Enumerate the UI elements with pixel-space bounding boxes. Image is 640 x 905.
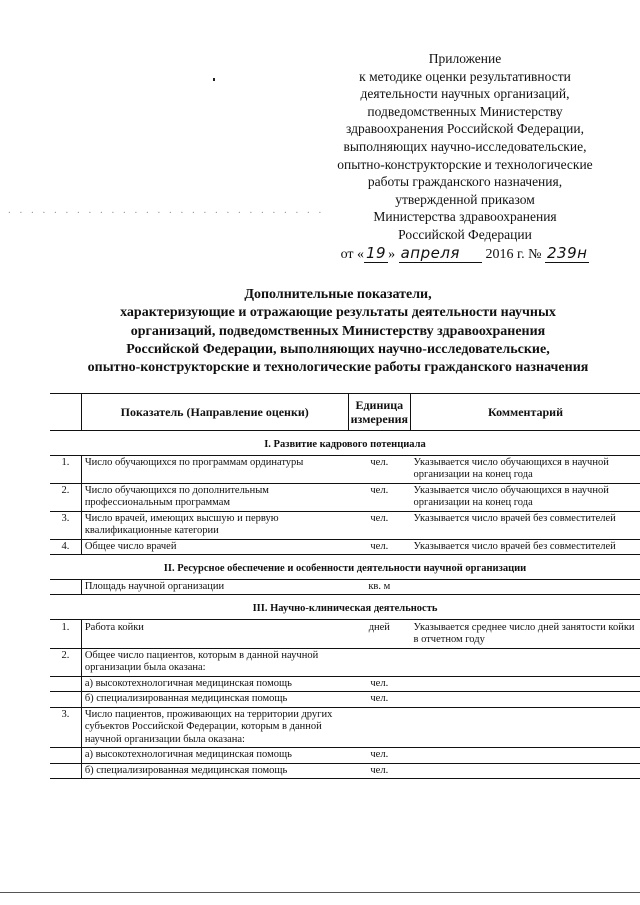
row-num: 1. — [50, 619, 81, 648]
table-row — [50, 748, 640, 764]
appendix-line: опытно-конструкторские и технологические — [337, 156, 593, 172]
table-row — [50, 692, 640, 708]
section-title: I. Развитие кадрового потенциала — [50, 431, 640, 456]
row-num: 2. — [50, 648, 81, 676]
row-num — [50, 748, 81, 764]
row-comment — [411, 763, 640, 779]
title-line: организаций, подведомственных Министерству здравоохранения — [130, 323, 546, 339]
row-unit: дней — [348, 619, 410, 648]
row-unit: чел. — [348, 692, 410, 708]
row-num: 2. — [50, 483, 81, 511]
row-indicator: Число обучающихся по дополнительным профессиональным программам — [81, 483, 348, 511]
order-date-line — [300, 245, 630, 264]
row-num: 3. — [50, 511, 81, 539]
appendix-line: утвержденной приказом — [395, 191, 535, 207]
page-bottom-rule — [0, 892, 640, 893]
title-line: опытно-конструкторские и технологические работы гражданского назначения — [87, 360, 589, 376]
table-row — [50, 676, 640, 692]
row-indicator: Число обучающихся по программам ординатуры — [81, 455, 348, 483]
appendix-line: здравоохранения Российской Федерации, — [346, 121, 584, 137]
row-unit: чел. — [348, 511, 410, 539]
date-prefix: от « — [340, 246, 364, 262]
order-number: 239н — [547, 243, 588, 262]
section-title: II. Ресурсное обеспечение и особенности деятельности научной организации — [50, 555, 640, 580]
row-num: 3. — [50, 707, 81, 748]
row-comment: Указывается число обучающихся в научной организации на конец года — [411, 455, 640, 483]
table-row — [50, 455, 640, 483]
row-num: 4. — [50, 539, 81, 555]
scan-speck — [213, 78, 215, 81]
document-title — [50, 286, 626, 377]
scan-artifact-dots: . . . . . . . . . . . . . . . . . . . . . . . . . . . . — [8, 204, 325, 216]
row-indicator: Общее число пациентов, которым в данной научной организации была оказана: — [81, 648, 348, 676]
appendix-line: выполняющих научно-исследовательские, — [343, 138, 587, 154]
row-indicator: а) высокотехнологичная медицинская помощь — [81, 748, 348, 764]
row-indicator: б) специализированная медицинская помощь — [81, 763, 348, 779]
table-row — [50, 511, 640, 539]
appendix-line: к методике оценки результативности — [359, 68, 571, 84]
row-comment — [411, 676, 640, 692]
order-month: апреля — [399, 244, 482, 263]
table-row — [50, 707, 640, 748]
row-indicator: Число пациентов, проживающих на территории других субъектов Российской Федерации, которым в данной научной организации была оказана: — [81, 707, 348, 748]
row-comment — [411, 707, 640, 748]
row-comment — [411, 579, 640, 595]
row-unit — [348, 648, 410, 676]
header-num — [50, 394, 81, 431]
row-comment — [411, 692, 640, 708]
table-row — [50, 763, 640, 779]
row-num: 1. — [50, 455, 81, 483]
table-row — [50, 483, 640, 511]
row-num — [50, 676, 81, 692]
table-row — [50, 619, 640, 648]
appendix-line: Российской Федерации — [398, 226, 532, 242]
indicators-table — [50, 393, 640, 779]
row-comment: Указывается число врачей без совместителей — [411, 511, 640, 539]
section-title: III. Научно-клиническая деятельность — [50, 595, 640, 620]
row-indicator: Работа койки — [81, 619, 348, 648]
table-row — [50, 539, 640, 555]
section-heading — [50, 431, 640, 456]
table-row — [50, 579, 640, 595]
title-line: характеризующие и отражающие результаты деятельности научных — [120, 305, 556, 321]
row-unit: чел. — [348, 676, 410, 692]
section-heading — [50, 555, 640, 580]
row-unit: кв. м — [348, 579, 410, 595]
row-num — [50, 692, 81, 708]
row-comment: Указывается число обучающихся в научной организации на конец года — [411, 483, 640, 511]
row-unit: чел. — [348, 483, 410, 511]
row-unit: чел. — [348, 455, 410, 483]
row-comment: Указывается среднее число дней занятости койки в отчетном году — [411, 619, 640, 648]
section-heading — [50, 595, 640, 620]
appendix-header — [300, 50, 630, 263]
row-num — [50, 579, 81, 595]
appendix-line: деятельности научных организаций, — [360, 86, 570, 102]
table-header-row — [50, 394, 640, 431]
appendix-line: подведомственных Министерству — [367, 103, 563, 119]
row-indicator: б) специализированная медицинская помощь — [81, 692, 348, 708]
header-comment: Комментарий — [411, 394, 640, 431]
appendix-line: Приложение — [428, 51, 502, 66]
appendix-line: Министерства здравоохранения — [373, 209, 557, 225]
date-mid: » — [388, 246, 396, 262]
header-unit: Единица измерения — [348, 394, 410, 431]
table-row — [50, 648, 640, 676]
row-unit: чел. — [348, 539, 410, 555]
row-indicator: Общее число врачей — [81, 539, 348, 555]
order-day: 19 — [366, 243, 387, 262]
appendix-line: работы гражданского назначения, — [367, 174, 563, 190]
row-unit — [348, 707, 410, 748]
row-indicator: Число врачей, имеющих высшую и первую квалификационные категории — [81, 511, 348, 539]
row-indicator: Площадь научной организации — [81, 579, 348, 595]
row-indicator: а) высокотехнологичная медицинская помощь — [81, 676, 348, 692]
row-unit: чел. — [348, 748, 410, 764]
row-comment — [411, 748, 640, 764]
order-year: 2016 г. № — [485, 246, 542, 262]
row-comment — [411, 648, 640, 676]
header-indicator: Показатель (Направление оценки) — [81, 394, 348, 431]
row-comment: Указывается число врачей без совместителей — [411, 539, 640, 555]
title-line: Российской Федерации, выполняющих научно-исследовательские, — [126, 341, 550, 357]
row-num — [50, 763, 81, 779]
row-unit: чел. — [348, 763, 410, 779]
title-line: Дополнительные показатели, — [244, 287, 432, 302]
